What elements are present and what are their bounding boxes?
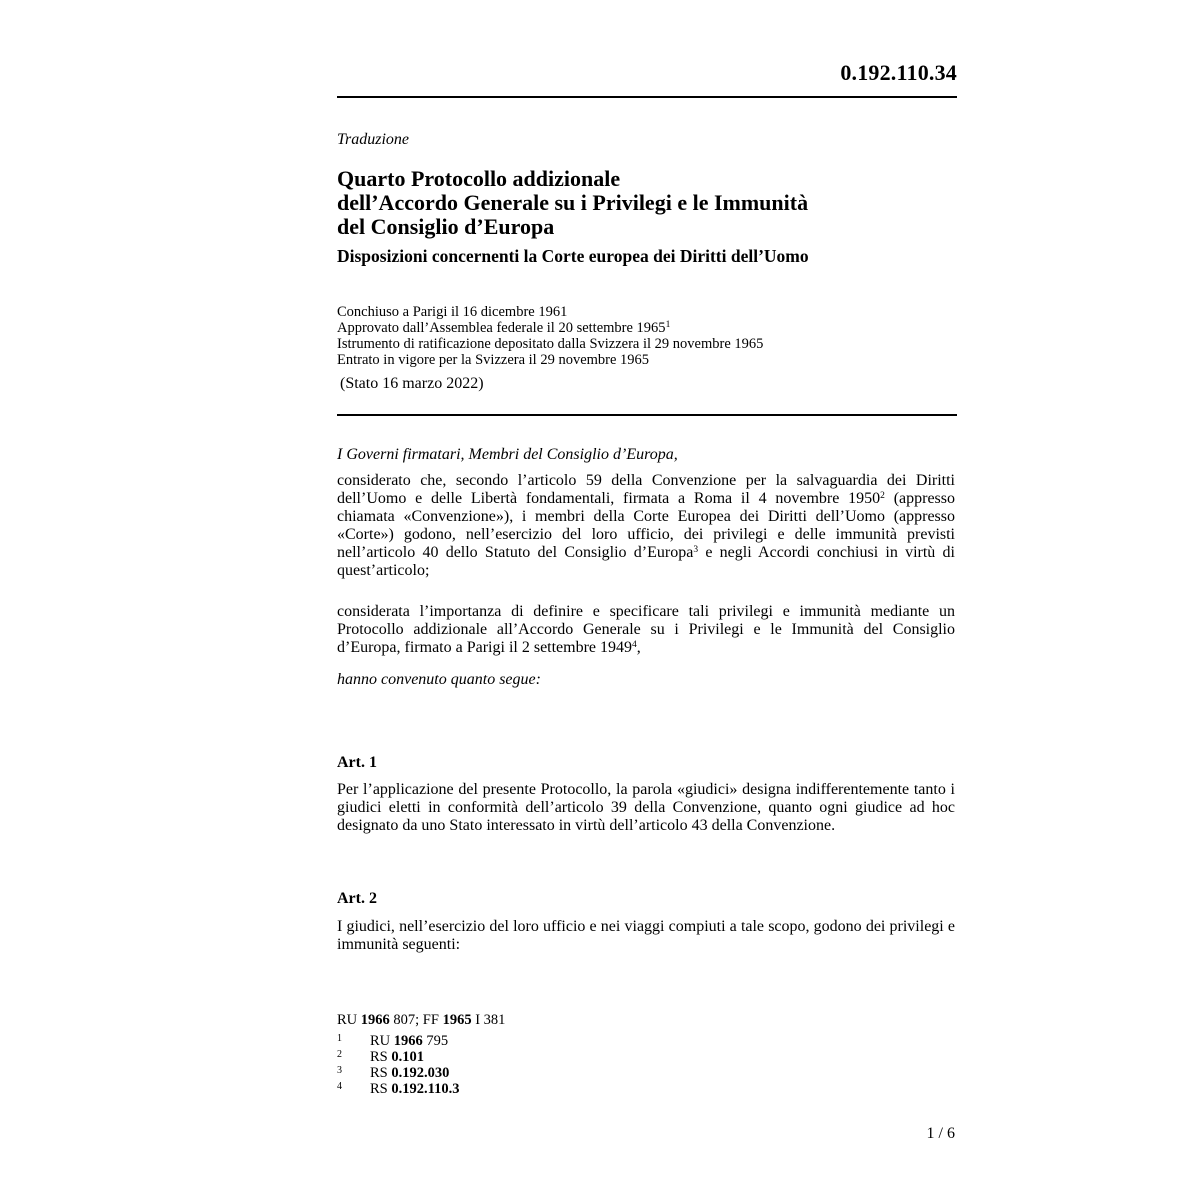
footnote-item <box>337 1079 459 1097</box>
article-heading: Art. 2 <box>337 890 377 907</box>
footnote-bold: 0.192.030 <box>391 1065 450 1081</box>
title-line: del Consiglio d’Europa <box>337 214 555 239</box>
document-subtitle: Disposizioni concernenti la Corte europea dei Diritti dell’Uomo <box>337 246 809 266</box>
footnote-prefix: RS <box>370 1081 388 1097</box>
document-title <box>337 167 957 239</box>
meta-in-force: Entrato in vigore per la Svizzera il 29 novembre 1965 <box>337 352 650 368</box>
footnote-prefix: RS <box>370 1049 388 1065</box>
meta-concluded: Conchiuso a Parigi il 16 dicembre 1961 <box>337 304 568 320</box>
ref-page: I 381 <box>475 1012 506 1028</box>
preamble-paragraph <box>337 472 955 580</box>
page-number: 1 / 6 <box>926 1125 955 1142</box>
article-heading: Art. 1 <box>337 754 377 771</box>
footnote-ref: 2 <box>880 491 885 501</box>
footnote-bold: 0.192.110.3 <box>391 1081 460 1097</box>
translation-label: Traduzione <box>337 131 410 148</box>
footnote-prefix: RS <box>370 1065 388 1081</box>
header-rule <box>337 96 957 98</box>
title-line: Quarto Protocollo addizionale <box>337 166 621 191</box>
title-line: dell’Accordo Generale su i Privilegi e le Immunità <box>337 190 809 215</box>
meta-approved-text: Approvato dall’Assemblea federale il 20 settembre 1965 <box>337 320 666 336</box>
document-page <box>337 0 957 1200</box>
meta-status: (Stato 16 marzo 2022) <box>340 375 484 392</box>
footnote-number: 1 <box>337 1033 342 1044</box>
article-text: I giudici, nell’esercizio del loro ufficio e nei viaggi compiuti a tale scopo, godono dei privilegi e immunità seguenti: <box>337 918 955 953</box>
footnote-number: 4 <box>337 1081 342 1092</box>
meta-approved <box>337 320 670 336</box>
ref-year: 1966 <box>360 1012 390 1028</box>
section-rule <box>337 414 957 416</box>
footnote-number: 3 <box>337 1065 342 1076</box>
footnote-suffix: 795 <box>426 1033 449 1049</box>
preamble-closing: hanno convenuto quanto segue: <box>337 671 541 688</box>
preamble-text: considerata l’importanza di definire e specificare tali privilegi e immunità mediante un Protocollo addizionale all’Accordo Generale su i Privilegi e le Immunità del Consiglio d’Europa, firmato a Parigi il 2 settembre 1949 <box>337 603 955 656</box>
ref-year: 1965 <box>442 1012 472 1028</box>
preamble-intro: I Governi firmatari, Membri del Consiglio d’Europa, <box>337 446 678 463</box>
meta-ratification: Istrumento di ratificazione depositato dalla Svizzera il 29 novembre 1965 <box>337 336 764 352</box>
preamble-paragraph <box>337 603 955 657</box>
ref-page: 807; FF <box>393 1012 439 1028</box>
footnote-bold: 0.101 <box>391 1049 424 1065</box>
preamble-text: e negli Accordi conchiusi in virtù di quest’articolo; <box>337 544 955 579</box>
footnote-bold: 1966 <box>393 1033 423 1049</box>
ref-label: RU <box>337 1012 358 1028</box>
footnote-ref: 3 <box>693 545 699 555</box>
footnote-number: 2 <box>337 1049 342 1060</box>
preamble-text: considerato che, secondo l’articolo 59 della Convenzione per la salvaguardia dei Diritti dell’Uomo e delle Libertà fondamentali, firmata a Roma il 4 novembre 1950 <box>337 472 955 507</box>
sr-number: 0.192.110.34 <box>840 60 957 85</box>
footnote-ref: 1 <box>665 320 671 330</box>
preamble-text: (appresso chiamata «Convenzione»), i membri della Corte Europea dei Diritti dell’Uomo (appresso «Corte») godono, nell’esercizio del loro ufficio, dei privilegi e delle immunità previsti nell’articolo 40 dello Statuto del Consiglio d’Europa <box>337 490 956 561</box>
footnote-ref: 4 <box>632 640 637 650</box>
footnote-prefix: RU <box>370 1033 391 1049</box>
preamble-text: , <box>636 639 641 656</box>
article-text: Per l’applicazione del presente Protocollo, la parola «giudici» designa indifferentemente tanto i giudici eletti in conformità dell’articolo 39 della Convenzione, quanto ogni giudice ad hoc designato da uno Stato interessato in virtù dell’articolo 43 della Convenzione. <box>337 781 955 834</box>
publication-reference <box>337 1012 505 1029</box>
